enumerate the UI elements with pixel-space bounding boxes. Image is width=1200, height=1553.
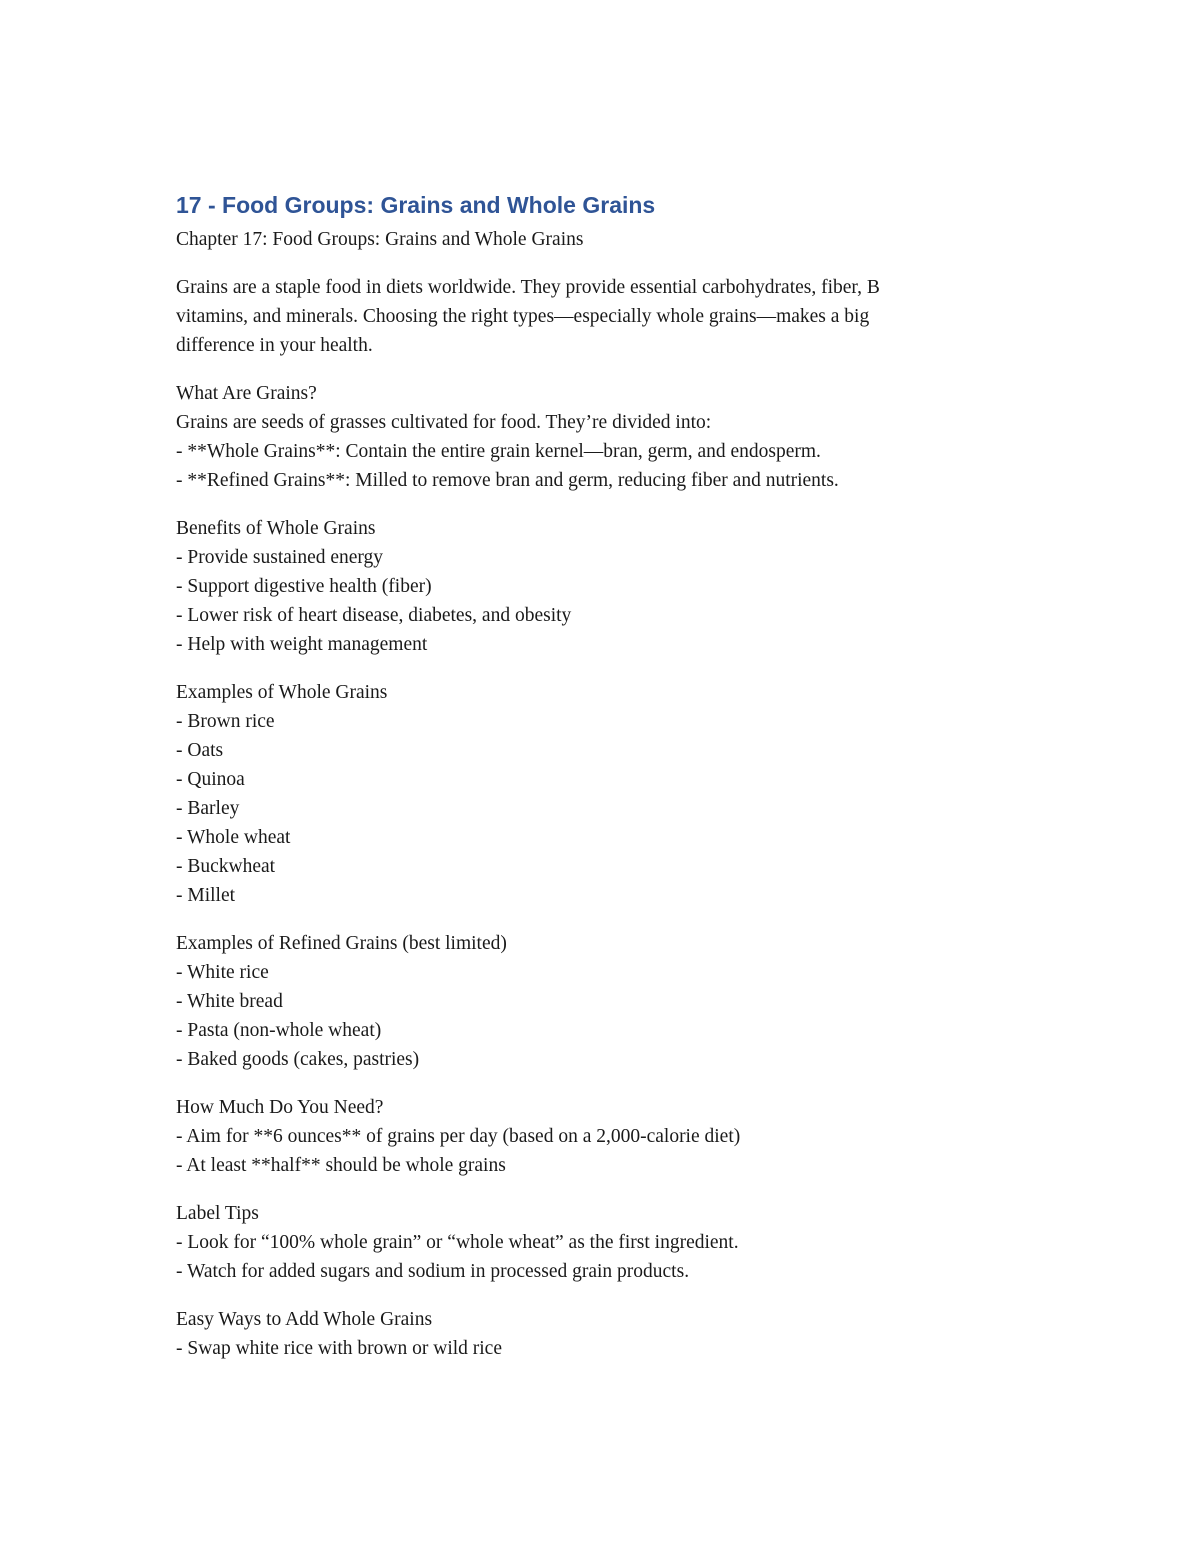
list-item: - Provide sustained energy xyxy=(176,547,384,568)
list-item: - **Whole Grains**: Contain the entire grain kernel—bran, germ, and endosperm. xyxy=(176,441,821,462)
chapter-line: Chapter 17: Food Groups: Grains and Whole Grains xyxy=(176,229,584,250)
section-label-tips xyxy=(176,1199,1026,1286)
section-benefits xyxy=(176,514,1026,659)
section-heading: How Much Do You Need? xyxy=(176,1097,384,1118)
list-item: - Barley xyxy=(176,798,240,819)
list-item: - Watch for added sugars and sodium in processed grain products. xyxy=(176,1261,690,1282)
document-body xyxy=(176,188,1026,1382)
section-what-are-grains xyxy=(176,379,1026,495)
section-how-much xyxy=(176,1093,1026,1180)
list-item: - Aim for **6 ounces** of grains per day (based on a 2,000-calorie diet) xyxy=(176,1126,741,1147)
section-whole-grain-examples xyxy=(176,678,1026,910)
list-item: - Quinoa xyxy=(176,769,245,790)
section-heading: Benefits of Whole Grains xyxy=(176,518,376,539)
section-heading: Easy Ways to Add Whole Grains xyxy=(176,1309,433,1330)
section-refined-grain-examples xyxy=(176,929,1026,1074)
list-item: - Millet xyxy=(176,885,236,906)
list-item: - Help with weight management xyxy=(176,634,428,655)
list-item: - Support digestive health (fiber) xyxy=(176,576,432,597)
document-title: 17 - Food Groups: Grains and Whole Grains xyxy=(176,192,656,218)
chapter-paragraph xyxy=(176,225,1026,254)
intro-line: vitamins, and minerals. Choosing the right types—especially whole grains—makes a big xyxy=(176,306,870,327)
list-item: - White bread xyxy=(176,991,283,1012)
section-easy-ways xyxy=(176,1305,1026,1363)
list-item: - At least **half** should be whole grains xyxy=(176,1155,506,1176)
list-item: - Oats xyxy=(176,740,224,761)
list-item: - Whole wheat xyxy=(176,827,291,848)
intro-paragraph xyxy=(176,273,1026,360)
list-item: - Look for “100% whole grain” or “whole wheat” as the first ingredient. xyxy=(176,1232,739,1253)
section-heading: Label Tips xyxy=(176,1203,259,1224)
list-item: - White rice xyxy=(176,962,269,983)
list-item: - Brown rice xyxy=(176,711,275,732)
list-item: - Lower risk of heart disease, diabetes, and obesity xyxy=(176,605,572,626)
intro-line: difference in your health. xyxy=(176,335,373,356)
section-line: Grains are seeds of grasses cultivated for food. They’re divided into: xyxy=(176,412,712,433)
list-item: - Pasta (non-whole wheat) xyxy=(176,1020,382,1041)
list-item: - **Refined Grains**: Milled to remove bran and germ, reducing fiber and nutrients. xyxy=(176,470,839,491)
intro-line: Grains are a staple food in diets worldwide. They provide essential carbohydrates, fiber, B xyxy=(176,277,880,298)
list-item: - Buckwheat xyxy=(176,856,276,877)
list-item: - Swap white rice with brown or wild rice xyxy=(176,1338,502,1359)
section-heading: Examples of Whole Grains xyxy=(176,682,388,703)
section-heading: Examples of Refined Grains (best limited) xyxy=(176,933,507,954)
list-item: - Baked goods (cakes, pastries) xyxy=(176,1049,420,1070)
section-heading: What Are Grains? xyxy=(176,383,317,404)
